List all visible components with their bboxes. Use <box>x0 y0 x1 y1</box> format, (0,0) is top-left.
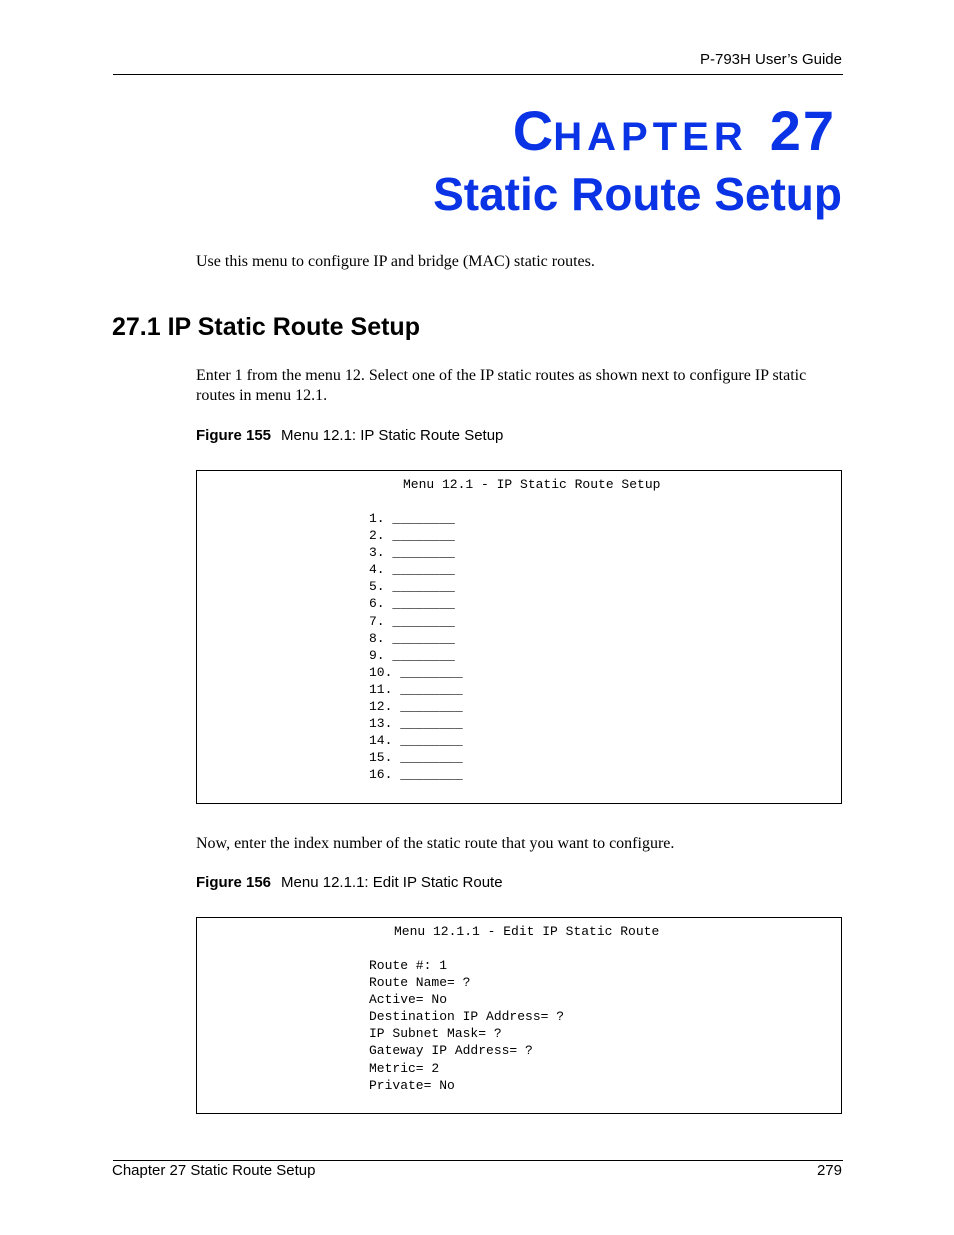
route-field-line: Gateway IP Address= ? <box>369 1043 533 1059</box>
chapter-word: HAPTER <box>553 115 748 159</box>
page-number: 279 <box>816 1162 842 1179</box>
route-list-item: 10. ________ <box>369 664 463 680</box>
figure-156-terminal <box>196 917 842 1114</box>
section-paragraph: Enter 1 from the menu 12. Select one of the IP static routes as shown next to configure IP static routes in menu 12.1. <box>196 367 807 404</box>
figure-155-label: Figure 155 <box>196 427 272 444</box>
route-field-line: IP Subnet Mask= ? <box>369 1026 502 1042</box>
footer-rule <box>113 1160 843 1161</box>
route-list-item: 16. ________ <box>369 767 463 783</box>
guide-title: P-793H User’s Guide <box>699 51 842 68</box>
chapter-initial: C <box>512 99 554 162</box>
route-list-item: 6. ________ <box>369 596 455 612</box>
figure-156-text: Menu 12.1.1: Edit IP Static Route <box>281 874 503 891</box>
header-rule <box>113 74 843 75</box>
route-list-item: 9. ________ <box>369 647 455 663</box>
route-field-line: Metric= 2 <box>369 1060 440 1076</box>
route-list-item: 1. ________ <box>369 511 455 526</box>
intro-paragraph: Use this menu to configure IP and bridge (MAC) static routes. <box>196 253 595 270</box>
route-list-item: 15. ________ <box>369 750 463 766</box>
route-list-item: 5. ________ <box>369 579 455 595</box>
menu-12-1-title: Menu 12.1 - IP Static Route Setup <box>403 477 661 492</box>
route-field-line: Destination IP Address= ? <box>369 1009 565 1025</box>
route-list-item: 12. ________ <box>369 699 463 715</box>
route-field-line: Route #: 1 <box>369 958 448 973</box>
menu-12-1-1-title: Menu 12.1.1 - Edit IP Static Route <box>394 924 660 939</box>
route-list-item: 3. ________ <box>369 545 455 561</box>
chapter-title: Static Route Setup <box>433 168 842 220</box>
section-heading: 27.1 IP Static Route Setup <box>112 313 420 341</box>
route-list <box>369 510 463 784</box>
between-paragraph: Now, enter the index number of the static route that you want to configure. <box>196 835 675 852</box>
route-list-item: 11. ________ <box>369 681 463 697</box>
figure-156-caption <box>196 874 503 891</box>
route-list-item: 14. ________ <box>369 733 463 749</box>
footer-chapter: Chapter 27 Static Route Setup <box>112 1162 316 1179</box>
chapter-label <box>513 96 836 172</box>
figure-156-label: Figure 156 <box>196 874 272 891</box>
route-field-line: Private= No <box>369 1077 455 1093</box>
route-list-item: 7. ________ <box>369 613 455 629</box>
figure-155-caption <box>196 427 503 444</box>
edit-route-fields <box>369 957 564 1094</box>
route-list-item: 2. ________ <box>369 528 455 544</box>
route-list-item: 4. ________ <box>369 562 455 578</box>
route-list-item: 8. ________ <box>369 630 455 646</box>
figure-155-text: Menu 12.1: IP Static Route Setup <box>281 427 504 444</box>
chapter-number: 27 <box>769 99 836 162</box>
route-list-item: 13. ________ <box>369 716 463 732</box>
figure-155-terminal <box>196 470 842 804</box>
route-field-line: Active= No <box>369 992 448 1008</box>
route-field-line: Route Name= ? <box>369 975 471 991</box>
